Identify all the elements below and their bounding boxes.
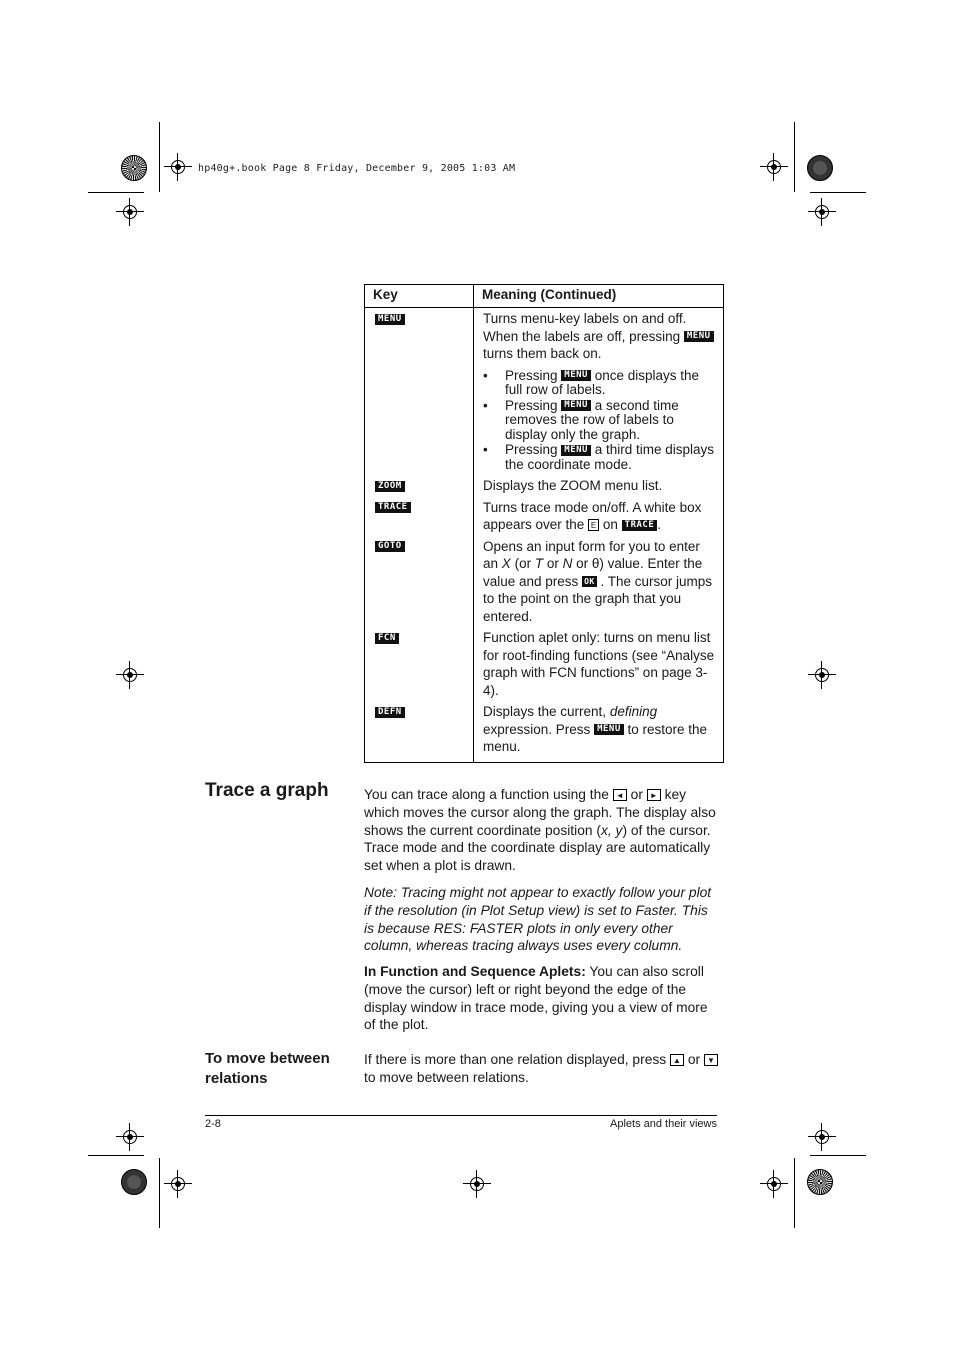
ok-softkey: OK	[584, 577, 595, 587]
table-row: TRACE Turns trace mode on/off. A white box appears over the E on TRACE .	[365, 497, 724, 536]
registration-mark-icon	[171, 1177, 185, 1191]
bullet-list	[483, 369, 715, 473]
row-text: Displays the ZOOM menu list.	[474, 475, 724, 497]
paragraph-trace: You can trace along a function using the ◄ or ► key which moves the cursor along the graph. The display also shows the current coordinate position (x, y) of the cursor. Trace mode and the coordinate display are automatically set when a plot is drawn.	[364, 787, 716, 874]
table-row: DEFN Displays the current, defining expression. Press MENU to restore the menu.	[365, 701, 724, 762]
zoom-softkey: ZOOM	[375, 481, 405, 492]
table-row: GOTO Opens an input form for you to enter an X (or T or N or θ) value. Enter the value and press OK . The cursor jumps to the point on the graph that you entered.	[365, 536, 724, 628]
color-wheel-icon	[121, 155, 147, 181]
registration-mark-icon	[470, 1177, 484, 1191]
chapter-title: Aplets and their views	[610, 1118, 717, 1130]
list-item: • Pressing MENU once displays the full row of labels.	[505, 369, 715, 398]
note-paragraph: Note: Tracing might not appear to exactly follow your plot if the resolution (in Plot Setup view) is set to Faster. This is because RES: FASTER plots in only every other column, whereas tracing always uses every column.	[364, 885, 712, 954]
column-header-key: Key	[365, 285, 474, 308]
menu-softkey: MENU	[561, 445, 591, 456]
registration-mark-icon	[767, 160, 781, 174]
table-row	[365, 475, 724, 497]
color-wheel-icon	[807, 1169, 833, 1195]
table-header-row	[365, 285, 724, 308]
menu-softkey: MENU	[561, 400, 591, 411]
menu-softkey: MENU	[561, 370, 591, 381]
subsection-title: To move between relations	[205, 1050, 330, 1087]
registration-mark-icon	[123, 1130, 137, 1144]
registration-mark-icon	[123, 205, 137, 219]
right-arrow-key-icon: ►	[647, 789, 661, 801]
menu-softkey: MENU	[375, 314, 405, 325]
color-wheel-icon	[121, 1169, 147, 1195]
up-arrow-key-icon: ▲	[670, 1054, 684, 1066]
row-text: turns them back on.	[483, 346, 602, 361]
section-title: Trace a graph	[205, 780, 329, 801]
registration-mark-icon	[815, 1130, 829, 1144]
file-header: hp40g+.book Page 8 Friday, December 9, 2005 1:03 AM	[198, 163, 516, 174]
menu-softkey: MENU	[684, 331, 714, 342]
paragraph-aplets: In Function and Sequence Aplets: You can also scroll (move the cursor) left or right beyond the edge of the display window in trace mode, giving you a view of more of the plot.	[364, 964, 708, 1033]
down-arrow-key-icon: ▼	[704, 1054, 718, 1066]
color-wheel-icon	[807, 155, 833, 181]
trace-softkey: TRACE	[622, 520, 658, 531]
paragraph-relations: If there is more than one relation displayed, press ▲ or ▼ to move between relations.	[364, 1051, 720, 1087]
registration-mark-icon	[815, 205, 829, 219]
registration-mark-icon	[171, 160, 185, 174]
row-text: Turns menu-key labels on and off. When the labels are off, pressing	[483, 311, 687, 344]
trace-softkey: TRACE	[375, 502, 411, 513]
list-item: • Pressing MENU a second time removes the row of labels to display only the graph.	[505, 399, 715, 443]
column-header-meaning: Meaning (Continued)	[474, 285, 724, 308]
key-meaning-table	[364, 284, 724, 763]
menu-softkey: MENU	[594, 724, 624, 735]
goto-softkey: GOTO	[375, 541, 405, 552]
left-arrow-key-icon: ◄	[613, 789, 627, 801]
row-text: Function aplet only: turns on menu list for root-finding functions (see “Analyse graph with FCN functions” on page 3-4).	[474, 627, 724, 701]
fcn-softkey: FCN	[375, 633, 399, 644]
registration-mark-icon	[815, 668, 829, 682]
footer-divider	[205, 1115, 717, 1116]
list-item: • Pressing MENU a third time displays the coordinate mode.	[505, 443, 715, 472]
table-row	[365, 308, 724, 476]
registration-mark-icon	[123, 668, 137, 682]
defn-softkey: DEFN	[375, 707, 405, 718]
registration-mark-icon	[767, 1177, 781, 1191]
e-key-icon: E	[588, 519, 599, 531]
table-row	[365, 627, 724, 701]
page-number: 2-8	[205, 1118, 221, 1130]
